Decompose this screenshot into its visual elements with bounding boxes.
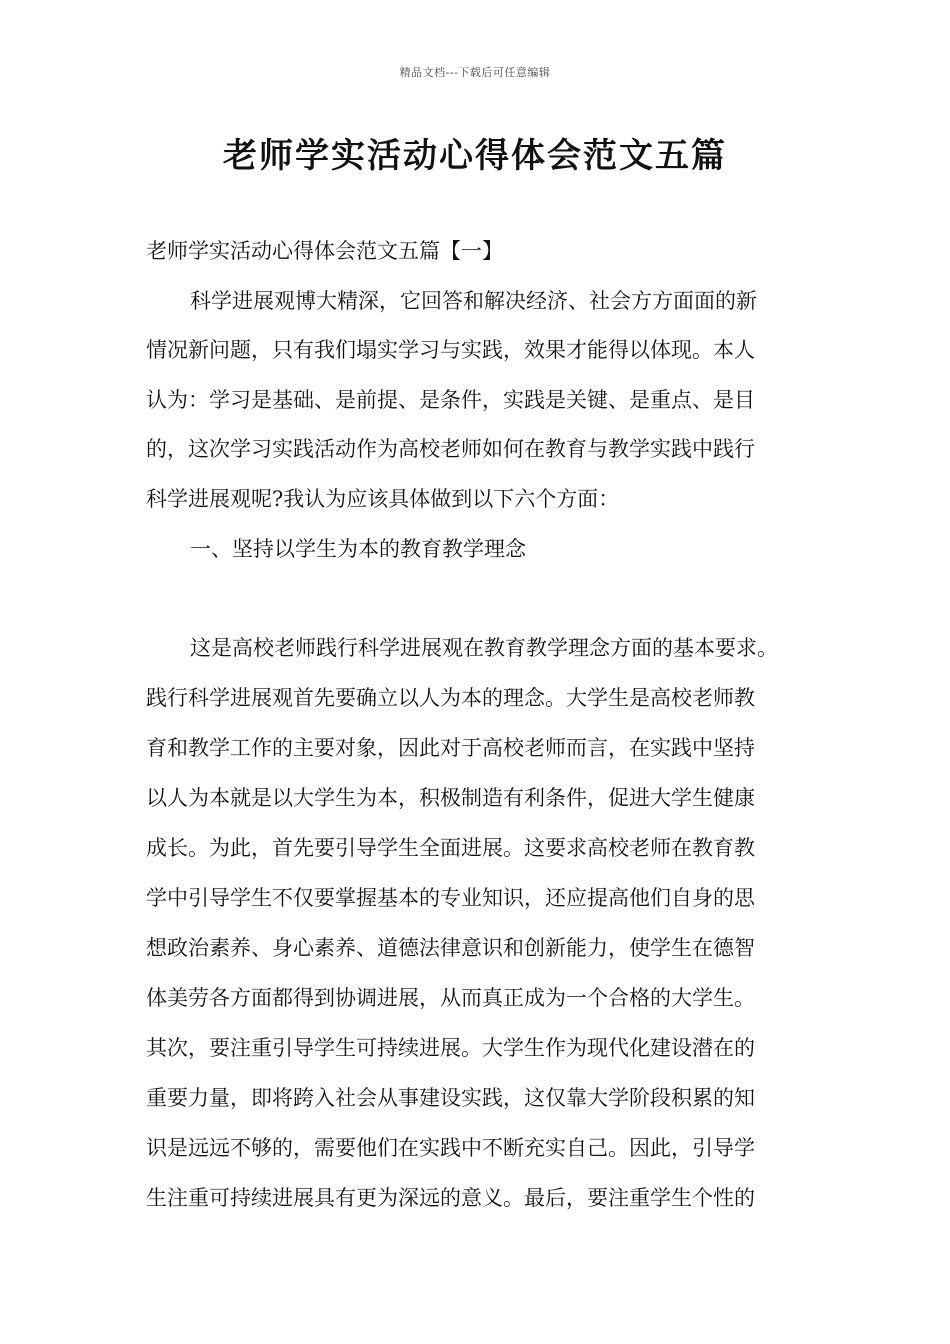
body-line: 其次，要注重引导学生可持续进展。大学生作为现代化建设潜在的 (146, 1036, 755, 1060)
body-line: 体美劳各方面都得到协调进展，从而真正成为一个合格的大学生。 (146, 986, 755, 1010)
header-note: 精品文档---下载后可任意编辑 (399, 66, 551, 79)
body-line: 成长。为此，首先要引导学生全面进展。这要求高校老师在教育教 (146, 836, 755, 860)
body-line: 想政治素养、身心素养、道德法律意识和创新能力，使学生在德智 (146, 936, 755, 960)
body-line: 科学进展观博大精深，它回答和解决经济、社会方方面面的新 (190, 289, 757, 313)
subheading-line: 一、坚持以学生为本的教育教学理念 (190, 537, 526, 561)
body-line: 学中引导学生不仅要掌握基本的专业知识，还应提高他们自身的思 (146, 886, 755, 910)
body-line: 践行科学进展观首先要确立以人为本的理念。大学生是高校老师教 (146, 686, 755, 710)
body-line: 育和教学工作的主要对象，因此对于高校老师而言，在实践中坚持 (146, 736, 755, 760)
body-line: 生注重可持续进展具有更为深远的意义。最后，要注重学生个性的 (146, 1186, 755, 1210)
section-heading: 老师学实活动心得体会范文五篇【一】 (146, 239, 503, 263)
document-title: 老师学实活动心得体会范文五篇 (223, 136, 727, 176)
body-line: 情况新问题，只有我们塌实学习与实践，效果才能得以体现。本人 (146, 338, 755, 362)
body-line: 重要力量，即将跨入社会从事建设实践，这仅靠大学阶段积累的知 (146, 1086, 755, 1110)
body-line: 认为：学习是基础、是前提、是条件，实践是关键、是重点、是目 (146, 388, 755, 412)
body-line: 识是远远不够的，需要他们在实践中不断充实自己。因此，引导学 (146, 1136, 755, 1160)
body-line: 科学进展观呢?我认为应该具体做到以下六个方面： (146, 487, 620, 511)
body-line: 的，这次学习实践活动作为高校老师如何在教育与教学实践中践行 (146, 437, 755, 461)
body-line: 这是高校老师践行科学进展观在教育教学理念方面的基本要求。 (190, 636, 778, 660)
body-line: 以人为本就是以大学生为本，积极制造有利条件，促进大学生健康 (146, 786, 755, 810)
